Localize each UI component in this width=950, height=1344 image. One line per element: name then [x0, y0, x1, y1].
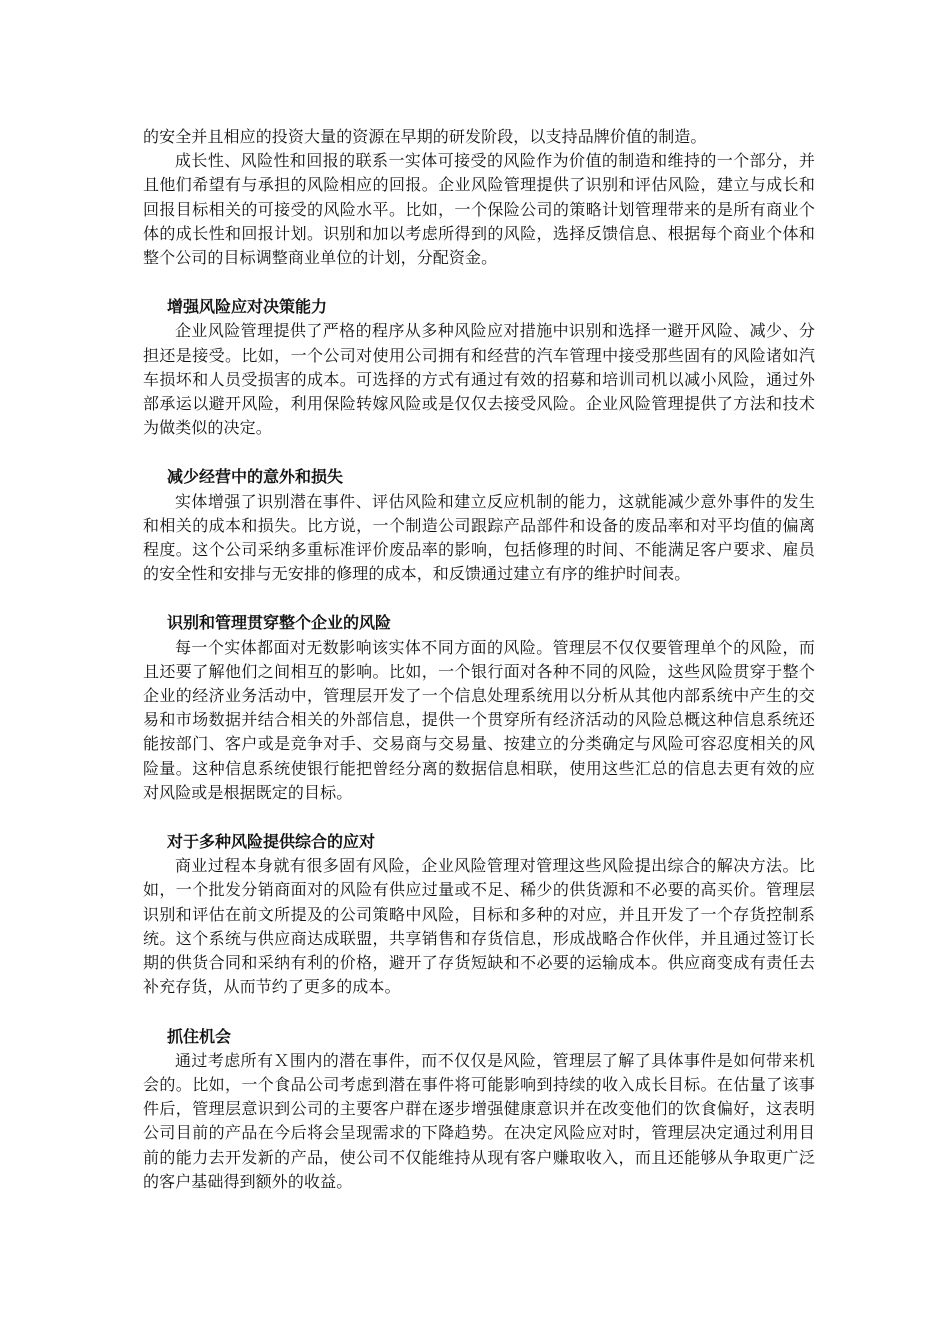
- section-body-decision: 企业风险管理提供了严格的程序从多种风险应对措施中识别和选择一避开风险、减少、分担还是接受。比如，一个公司对使用公司拥有和经营的汽车管理中接受那些固有的风险诸如汽车损坏和人员受损害的成本。可选择的方式有通过有效的招募和培训司机以减小风险，通过外部承运以避开风险，利用保险转嫁风险或是仅仅去接受风险。企业风险管理提供了方法和技术为做类似的决定。: [143, 321, 815, 438]
- document-page: [143, 125, 815, 1194]
- section-body-reduce-losses: 实体增强了识别潜在事件、评估风险和建立反应机制的能力，这就能减少意外事件的发生和相关的成本和损失。比方说，一个制造公司跟踪产品部件和设备的废品率和对平均值的偏离程度。这个公司采纳多重标准评价废品率的影响，包括修理的时间、不能满足客户要求、雇员的安全性和安排与无安排的修理的成本，和反馈通过建立有序的维护时间表。: [143, 491, 815, 584]
- intro-paragraph-2: 成长性、风险性和回报的联系一实体可接受的风险作为价值的制造和维持的一个部分，并且他们希望有与承担的风险相应的回报。企业风险管理提供了识别和评估风险，建立与成长和回报目标相关的可接受的风险水平。比如，一个保险公司的策略计划管理带来的是所有商业个体的成长性和回报计划。识别和加以考虑所得到的风险，选择反馈信息、根据每个商业个体和整个公司的目标调整商业单位的计划，分配资金。: [143, 151, 815, 268]
- intro-paragraph-1: 的安全并且相应的投资大量的资源在早期的研发阶段，以支持品牌价值的制造。: [143, 127, 707, 146]
- section-heading-enterprise-risk: 识别和管理贯穿整个企业的风险: [167, 613, 392, 633]
- section-heading-integrated-response: 对于多种风险提供综合的应对: [167, 832, 376, 852]
- section-heading-reduce-losses: 减少经营中的意外和损失: [167, 467, 344, 487]
- section-body-enterprise-risk: 每一个实体都面对无数影响该实体不同方面的风险。管理层不仅仅要管理单个的风险，而且还要了解他们之间相互的影响。比如，一个银行面对各种不同的风险，这些风险贯穿于整个企业的经济业务活动中，管理层开发了一个信息处理系统用以分析从其他内部系统中产生的交易和市场数据并结合相关的外部信息，提供一个贯穿所有经济活动的风险总概这种信息系统还能按部门、客户或是竞争对手、交易商与交易量、按建立的分类确定与风险可容忍度相关的风险量。这种信息系统使银行能把曾经分离的数据信息相联，使用这些汇总的信息去更有效的应对风险或是根据既定的目标。: [143, 637, 815, 802]
- section-body-opportunities: 通过考虑所有Ｘ围内的潜在事件，而不仅仅是风险，管理层了解了具体事件是如何带来机会的。比如，一个食品公司考虑到潜在事件将可能影响到持续的收入成长目标。在估量了该事件后，管理层意识到公司的主要客户群在逐步增强健康意识并在改变他们的饮食偏好，这表明公司目前的产品在今后将会呈现需求的下降趋势。在决定风险应对时，管理层决定通过利用目前的能力去开发新的产品，使公司不仅能维持从现有客户赚取收入，而且还能够从争取更广泛的客户基础得到额外的收益。: [143, 1050, 815, 1191]
- section-heading-decision: 增强风险应对决策能力: [167, 297, 328, 317]
- section-body-integrated-response: 商业过程本身就有很多固有风险，企业风险管理对管理这些风险提出综合的解决方法。比如，一个批发分销商面对的风险有供应过量或不足、稀少的供货源和不必要的高买价。管理层识别和评估在前文所提及的公司策略中风险，目标和多种的对应，并且开发了一个存货控制系统。这个系统与供应商达成联盟，共享销售和存货信息，形成战略合作伙伴，并且通过签订长期的供货合同和采纳有利的价格，避开了存货短缺和不必要的运输成本。供应商变成有责任去补充存货，从而节约了更多的成本。: [143, 856, 815, 997]
- section-heading-opportunities: 抓住机会: [167, 1026, 232, 1046]
